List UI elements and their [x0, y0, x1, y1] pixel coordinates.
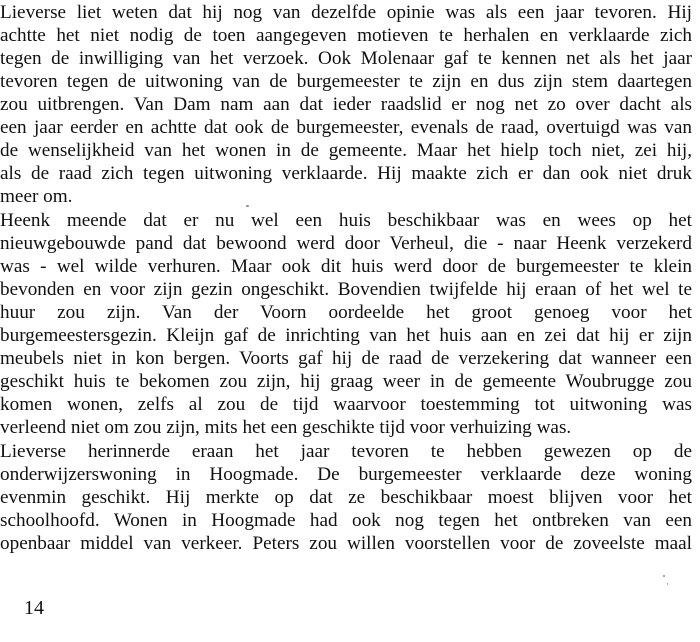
text-line: [0, 556, 692, 578]
text-line: nieuwgebouwde pand dat bewoond werd door Verheul, die - naar Heenk verzekerd: [0, 233, 692, 254]
text-line: Lieverse herinnerde eraan het jaar tevoren te hebben gewezen op de: [0, 441, 692, 462]
scan-speck: [246, 205, 249, 207]
text-line: komen wonen, zelfs al zou de tijd waarvoor toestemming tot uitwoning was: [0, 394, 692, 415]
text-line: openbaar middel van verkeer. Peters zou willen voorstellen voor de zoveelste maal: [0, 533, 692, 554]
text-line: schoolhoofd. Wonen in Hoogmade had ook nog tegen het ontbreken van een: [0, 510, 692, 531]
text-line: meer om.: [0, 186, 73, 207]
text-line: burgemeestersgezin. Kleijn gaf de inrichting van het huis aan en zei dat hij er zijn: [0, 325, 692, 346]
text-line: onderwijzerswoning in Hoogmade. De burgemeester verklaarde deze woning: [0, 464, 692, 485]
text-line: zou uitbrengen. Van Dam nam aan dat ieder raadslid er nog net zo over dacht als: [0, 94, 692, 115]
text-line: evenmin geschikt. Hij merkte op dat ze beschikbaar moest blijven voor het: [0, 487, 692, 508]
text-line: Heenk meende dat er nu wel een huis beschikbaar was en wees op het: [0, 210, 692, 231]
text-line: geschikt huis te bekomen zou zijn, hij graag weer in de gemeente Woubrugge zou: [0, 371, 692, 392]
text-line: een jaar eerder en achtte dat ook de burgemeester, evenals de raad, overtuigd was van: [0, 117, 692, 138]
text-line: was - wel wilde verhuren. Maar ook dit huis werd door de burgemeester te klein: [0, 256, 692, 277]
text-line: huur zou zijn. Van der Voorn oordeelde het groot genoeg voor het: [0, 302, 692, 323]
text-line: bevonden en voor zijn gezin ongeschikt. Bovendien twijfelde hij eraan of het wel te: [0, 279, 692, 300]
text-line: verleend niet om zou zijn, mits het een geschikte tijd voor verhuizing was.: [0, 417, 572, 438]
scan-speck: [667, 583, 668, 585]
scan-speck: [663, 575, 665, 577]
text-line: tevoren tegen de uitwoning van de burgemeester te zijn en dus zijn stem daartegen: [0, 71, 692, 92]
text-line: de wenselijkheid van het wonen in de gemeente. Maar het hielp toch niet, zei hij,: [0, 140, 692, 161]
text-line: als de raad zich tegen uitwoning verklaarde. Hij maakte zich er dan ook niet druk: [0, 163, 692, 184]
text-line: tegen de inwilliging van het verzoek. Ook Molenaar gaf te kennen net als het jaar: [0, 48, 692, 69]
text-line: Lieverse liet weten dat hij nog van dezelfde opinie was als een jaar tevoren. Hij: [0, 2, 692, 23]
page-number: 14: [24, 597, 44, 619]
text-line: meubels niet in kon bergen. Voorts gaf hij de raad de verzekering dat wanneer een: [0, 348, 692, 369]
text-line: achtte het niet nodig de toen aangegeven motieven te herhalen en verklaarde zich: [0, 25, 692, 46]
